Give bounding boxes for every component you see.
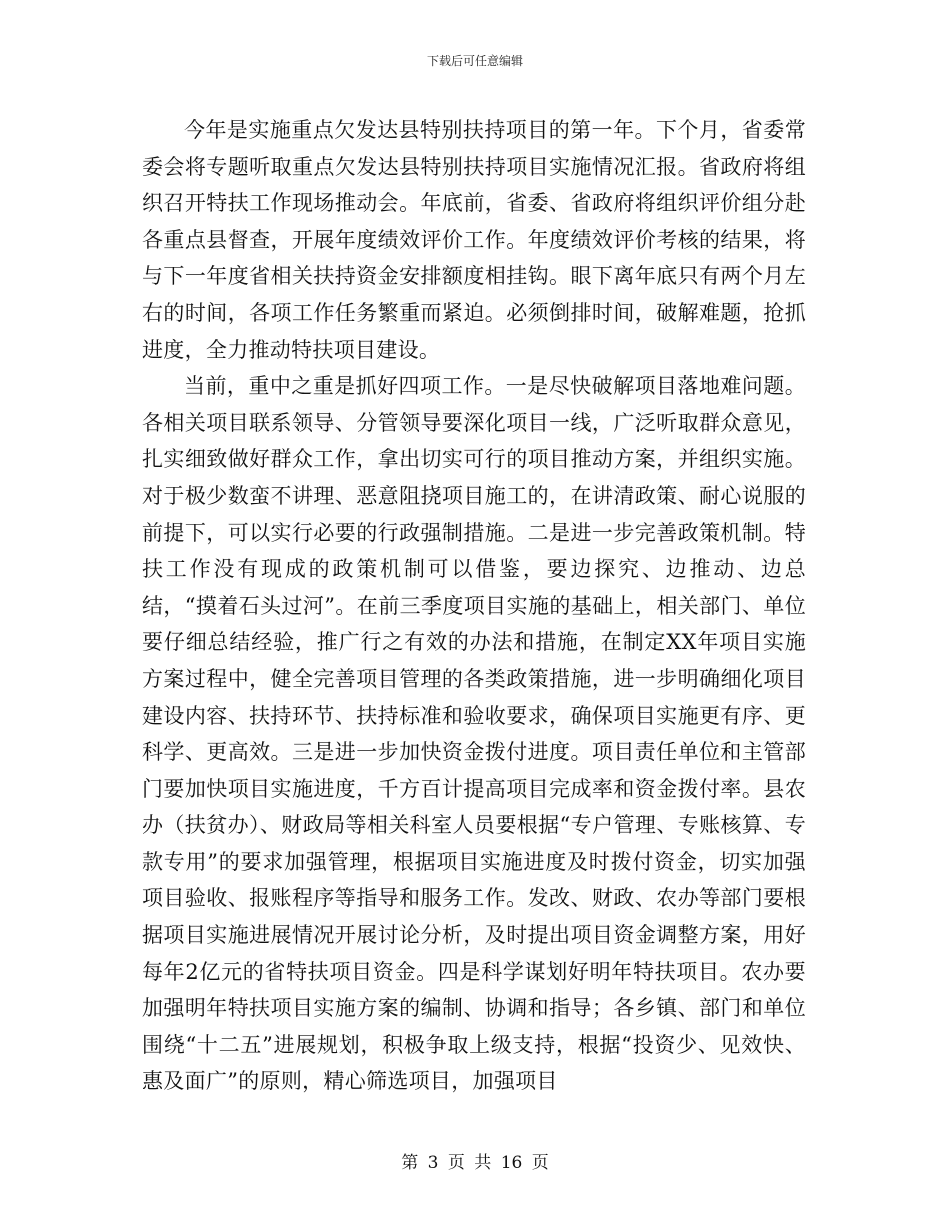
paragraph-2: 当前，重中之重是抓好四项工作。一是尽快破解项目落地难问题。各相关项目联系领导、分管领导要深化项目一线，广泛听取群众意见，扎实细致做好群众工作，拿出切实可行的项目推动方案，并组织实施。对于极少数蛮不讲理、恶意阻挠项目施工的，在讲清政策、耐心说服的前提下，可以实行必要的行政强制措施。二是进一步完善政策机制。特扶工作没有现成的政策机制可以借鉴，要边探究、边推动、边总结，“摸着石头过河”。在前三季度项目实施的基础上，相关部门、单位要仔细总结经验，推广行之有效的办法和措施，在制定XX年项目实施方案过程中，健全完善项目管理的各类政策措施，进一步明确细化项目建设内容、扶持环节、扶持标准和验收要求，确保项目实施更有序、更科学、更高效。三是进一步加快资金拨付进度。项目责任单位和主管部门要加快项目实施进度，千方百计提高项目完成率和资金拨付率。县农办（扶贫办）、财政局等相关科室人员要根据“专户管理、专账核算、专款专用”的要求加强管理，根据项目实施进度及时拨付资金，切实加强项目验收、报账程序等指导和服务工作。发改、财政、农办等部门要根据项目实施进展情况开展讨论分析，及时提出项目资金调整方案，用好每年2亿元的省特扶项目资金。四是科学谋划好明年特扶项目。农办要加强明年特扶项目实施方案的编制、协调和指导；各乡镇、部门和单位围绕“十二五”进展规划，积极争取上级支持，根据“投资少、见效快、惠及面广”的原则，精心筛选项目，加强项目	[142, 374, 806, 1094]
page-header: 下载后可任意编辑	[426, 54, 523, 68]
page-number-footer: 第 3 页 共 16 页	[401, 1153, 549, 1173]
paragraph-1: 今年是实施重点欠发达县特别扶持项目的第一年。下个月，省委常委会将专题听取重点欠发达县特别扶持项目实施情况汇报。省政府将组织召开特扶工作现场推动会。年底前，省委、省政府将组织评价组分赴各重点县督查，开展年度绩效评价工作。年度绩效评价考核的结果，将与下一年度省相关扶持资金安排额度相挂钩。眼下离年底只有两个月左右的时间，各项工作任务繁重而紧迫。必须倒排时间，破解难题，抢抓进度，全力推动特扶项目建设。	[142, 118, 806, 362]
document-body	[142, 112, 806, 1100]
